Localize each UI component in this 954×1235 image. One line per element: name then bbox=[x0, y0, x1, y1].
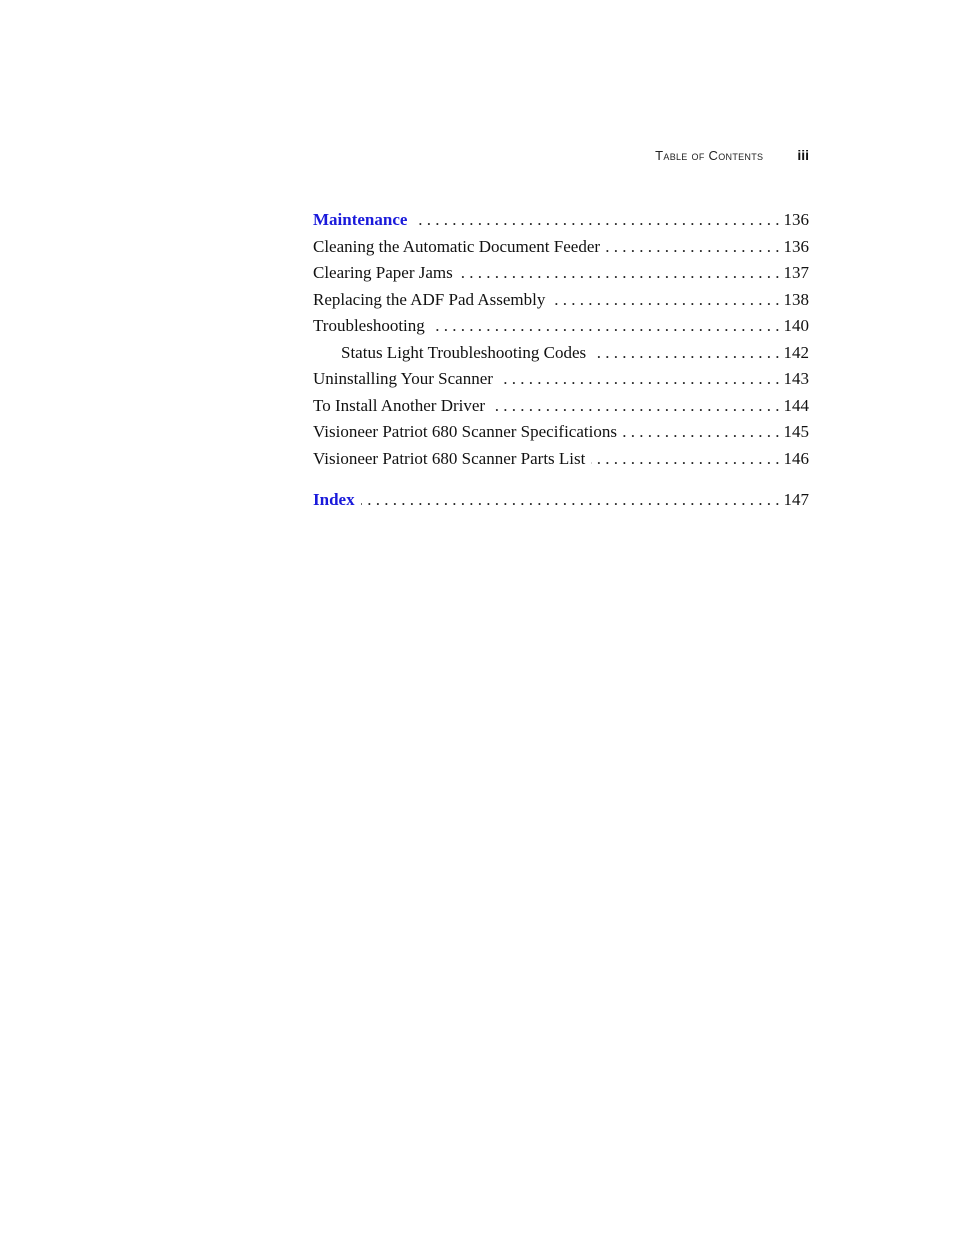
toc-entry-title[interactable]: To Install Another Driver bbox=[313, 395, 486, 415]
toc-entry-page[interactable]: 147 bbox=[783, 490, 809, 509]
toc-dot-leader bbox=[413, 207, 779, 234]
toc-dot-leader bbox=[606, 234, 779, 261]
toc-entry-page[interactable]: 136 bbox=[783, 236, 809, 256]
toc-dot-leader bbox=[491, 393, 779, 420]
toc-entry-title[interactable]: Clearing Paper Jams bbox=[313, 263, 453, 282]
toc-dot-leader bbox=[361, 487, 780, 514]
toc-entry-maintenance[interactable] bbox=[313, 207, 809, 234]
toc-entry-title[interactable]: Maintenance bbox=[313, 210, 408, 229]
header-page-number: iii bbox=[797, 147, 809, 163]
toc-entry-uninstalling-scanner[interactable] bbox=[313, 366, 809, 393]
toc-entry-title[interactable]: Cleaning the Automatic Document Feeder bbox=[313, 236, 601, 256]
toc-entry-title[interactable]: Troubleshooting bbox=[313, 316, 425, 335]
toc-entry-cleaning-adf[interactable] bbox=[313, 234, 809, 261]
toc-entry-title[interactable]: Index bbox=[313, 490, 355, 509]
header-title: Table of Contents bbox=[655, 148, 764, 163]
toc-dot-leader bbox=[591, 446, 779, 473]
toc-entry-clearing-paper-jams[interactable] bbox=[313, 260, 809, 287]
toc-dot-leader bbox=[551, 287, 779, 314]
toc-dot-leader bbox=[499, 366, 780, 393]
toc-entry-index[interactable] bbox=[313, 487, 809, 514]
toc-entry-page[interactable]: 145 bbox=[783, 422, 809, 441]
running-header bbox=[560, 147, 809, 169]
toc-dot-leader bbox=[431, 313, 780, 340]
toc-entry-title[interactable]: Replacing the ADF Pad Assembly bbox=[313, 289, 546, 309]
toc-dot-leader bbox=[592, 340, 779, 367]
toc-entry-install-another-driver[interactable] bbox=[313, 393, 809, 420]
toc-entry-page[interactable]: 143 bbox=[783, 369, 809, 388]
toc-entry-troubleshooting[interactable] bbox=[313, 313, 809, 340]
toc-entry-page[interactable]: 138 bbox=[783, 289, 809, 309]
toc-dot-leader bbox=[459, 260, 780, 287]
toc-entry-page[interactable]: 142 bbox=[783, 342, 809, 362]
toc-entry-page[interactable]: 140 bbox=[783, 316, 809, 335]
toc-entry-page[interactable]: 136 bbox=[783, 210, 809, 229]
toc-entry-scanner-parts-list[interactable] bbox=[313, 446, 809, 473]
toc-entry-page[interactable]: 144 bbox=[783, 395, 809, 415]
toc-entry-replacing-adf-pad[interactable] bbox=[313, 287, 809, 314]
toc-entry-scanner-specifications[interactable] bbox=[313, 419, 809, 446]
toc-dot-leader bbox=[623, 419, 780, 446]
toc-entry-title[interactable]: Uninstalling Your Scanner bbox=[313, 369, 493, 388]
table-of-contents bbox=[313, 207, 809, 514]
toc-entry-title[interactable]: Visioneer Patriot 680 Scanner Parts List bbox=[313, 448, 586, 468]
toc-entry-title[interactable]: Visioneer Patriot 680 Scanner Specifications bbox=[313, 422, 617, 441]
toc-entry-status-light-codes[interactable] bbox=[313, 340, 809, 367]
toc-entry-title[interactable]: Status Light Troubleshooting Codes bbox=[341, 342, 587, 362]
toc-entry-page[interactable]: 146 bbox=[783, 448, 809, 468]
toc-entry-page[interactable]: 137 bbox=[783, 263, 809, 282]
